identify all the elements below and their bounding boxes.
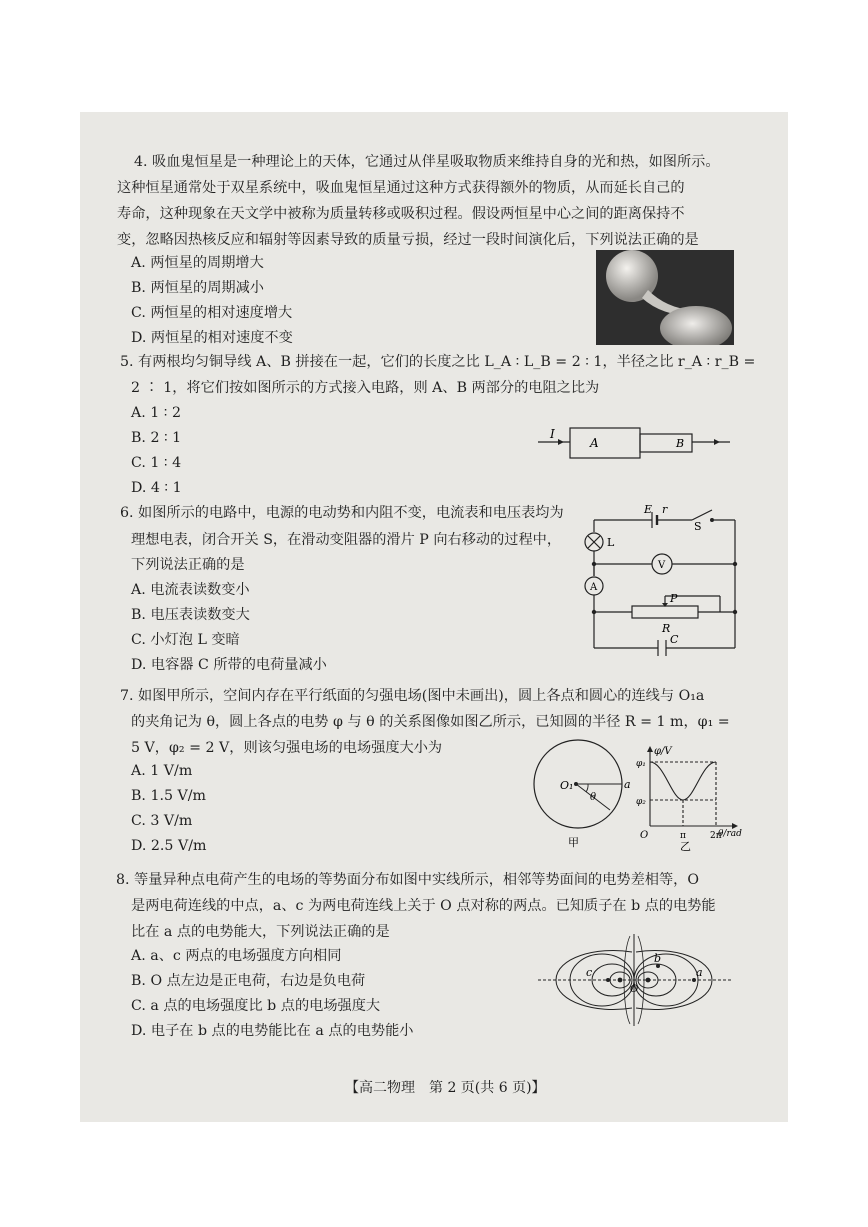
q6-line-1: 6. 如图所示的电路中，电源的电动势和内阻不变，电流表和电压表均为: [120, 505, 564, 521]
q5-conductor-diagram: [536, 420, 732, 466]
q7-line-1: 7. 如图甲所示，空间内存在平行纸面的匀强电场(图中未画出)，圆上各点和圆心的连线与 O₁a: [120, 688, 705, 704]
q5-label-a: A: [590, 436, 599, 450]
q6-voltmeter-label: V: [658, 560, 666, 571]
q6-label-rheostat: R: [662, 622, 671, 635]
q7-option-d: D. 2.5 V/m: [131, 838, 207, 854]
q6-label-l: L: [607, 536, 615, 549]
q6-circuit-diagram: [580, 500, 742, 670]
q7-phi1-label: φ₁: [636, 759, 646, 769]
q7-xtick-pi: π: [680, 831, 686, 841]
q5-option-a: A. 1 ∶ 2: [131, 405, 182, 421]
q7-figure-jia: [526, 738, 638, 850]
q8-label-a: a: [696, 966, 703, 979]
q7-option-c: C. 3 V/m: [131, 813, 193, 829]
page-footer: 【高二物理 第 2 页(共 6 页)】: [345, 1080, 546, 1096]
q5-line-2: 2 ∶ 1，将它们按如图所示的方式接入电路，则 A、B 两部分的电阻之比为: [131, 380, 600, 396]
q6-label-e: E: [644, 503, 653, 516]
q5-option-b: B. 2 ∶ 1: [131, 430, 182, 446]
q8-line-2: 是两电荷连线的中点，a、c 为两电荷连线上关于 O 点对称的两点。已知质子在 b 点的电势能: [131, 898, 716, 914]
q7-label-theta: θ: [590, 792, 597, 803]
q8-equipotential-diagram: [536, 932, 736, 1028]
q5-label-b: B: [676, 437, 685, 450]
q5-current-label: I: [550, 427, 555, 441]
q6-label-r: r: [662, 503, 668, 516]
q7-line-2: 的夹角记为 θ，圆上各点的电势 φ 与 θ 的关系图像如图乙所示，已知圆的半径 R = 1 m，φ₁ =: [131, 714, 730, 730]
q8-option-b: B. O 点左边是正电荷，右边是负电荷: [131, 973, 366, 989]
q7-label-yi: 乙: [680, 840, 691, 852]
q6-label-c: C: [670, 633, 679, 646]
q7-label-a: a: [624, 778, 631, 791]
q5-option-d: D. 4 ∶ 1: [131, 480, 182, 496]
q7-label-jia: 甲: [568, 836, 579, 849]
q8-label-o: O: [630, 984, 639, 995]
q7-option-b: B. 1.5 V/m: [131, 788, 206, 804]
q7-option-a: A. 1 V/m: [131, 763, 193, 779]
q7-phi2-label: φ₂: [636, 797, 646, 807]
q8-label-b: b: [654, 952, 662, 965]
q8-line-1: 8. 等量异种点电荷产生的电场的等势面分布如图中实线所示，相邻等势面间的电势差相等，O: [116, 872, 699, 888]
q8-label-c: c: [586, 966, 593, 979]
q4-option-b: B. 两恒星的周期减小: [131, 280, 264, 296]
q7-y-axis-label: φ/V: [654, 746, 672, 757]
q6-option-b: B. 电压表读数变大: [131, 607, 250, 623]
q5-option-c: C. 1 ∶ 4: [131, 455, 182, 471]
q7-line-3: 5 V，φ₂ = 2 V，则该匀强电场的电场强度大小为: [131, 740, 443, 756]
q6-option-d: D. 电容器 C 所带的电荷量减小: [131, 657, 327, 673]
binary-star-image: [596, 250, 734, 345]
q4-option-d: D. 两恒星的相对速度不变: [131, 330, 293, 346]
q4-line-1: 4. 吸血鬼恒星是一种理论上的天体，它通过从伴星吸取物质来维持自身的光和热，如图所示。: [134, 154, 720, 170]
q6-line-2: 理想电表，闭合开关 S，在滑动变阻器的滑片 P 向右移动的过程中，: [131, 532, 562, 548]
q7-origin-label: O: [640, 830, 649, 841]
q6-ammeter-label: A: [590, 582, 598, 593]
q6-line-3: 下列说法正确的是: [131, 557, 245, 573]
q4-line-4: 变，忽略因热核反应和辐射等因素导致的质量亏损，经过一段时间演化后，下列说法正确的是: [117, 232, 699, 248]
q7-label-o1: O₁: [560, 779, 574, 792]
q6-label-p: P: [670, 592, 678, 605]
q7-x-axis-label: θ/rad: [718, 829, 742, 839]
q4-line-2: 这种恒星通常处于双星系统中，吸血鬼恒星通过这种方式获得额外的物质，从而延长自己的: [117, 180, 685, 196]
q7-figure-yi: [634, 744, 742, 852]
q5-line-1: 5. 有两根均匀铜导线 A、B 拼接在一起，它们的长度之比 L_A ∶ L_B = 2 ∶ 1，半径之比 r_A ∶ r_B =: [120, 354, 756, 370]
q7-xtick-2pi: 2π: [710, 831, 722, 841]
q6-label-s: S: [694, 520, 702, 533]
q6-option-a: A. 电流表读数变小: [131, 582, 250, 598]
q8-option-d: D. 电子在 b 点的电势能比在 a 点的电势能小: [131, 1023, 414, 1039]
q8-line-3: 比在 a 点的电势能大，下列说法正确的是: [131, 924, 390, 940]
q8-option-c: C. a 点的电场强度比 b 点的电场强度大: [131, 998, 381, 1014]
q8-option-a: A. a、c 两点的电场强度方向相同: [131, 948, 342, 964]
q6-option-c: C. 小灯泡 L 变暗: [131, 632, 240, 648]
q4-line-3: 寿命，这种现象在天文学中被称为质量转移或吸积过程。假设两恒星中心之间的距离保持不: [117, 206, 685, 222]
q4-option-a: A. 两恒星的周期增大: [131, 255, 264, 271]
q4-option-c: C. 两恒星的相对速度增大: [131, 305, 293, 321]
